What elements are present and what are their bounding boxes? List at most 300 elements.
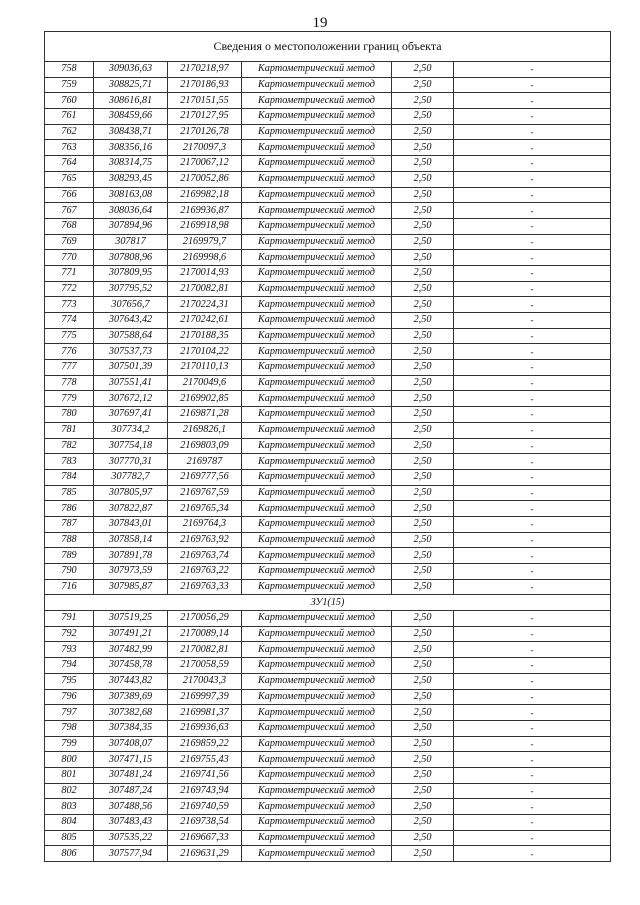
- table-row: [45, 297, 611, 313]
- cell-accuracy: 2,50: [392, 360, 454, 376]
- cell-coord-x: 307858,14: [94, 532, 168, 548]
- cell-method: Картометрический метод: [242, 234, 392, 250]
- cell-note: -: [454, 62, 611, 78]
- cell-method: Картометрический метод: [242, 375, 392, 391]
- cell-accuracy: 2,50: [392, 846, 454, 862]
- cell-note: -: [454, 642, 611, 658]
- cell-accuracy: 2,50: [392, 171, 454, 187]
- cell-point-number: 770: [45, 250, 94, 266]
- cell-accuracy: 2,50: [392, 689, 454, 705]
- cell-coord-x: 308163,08: [94, 187, 168, 203]
- cell-method: Картометрический метод: [242, 516, 392, 532]
- cell-coord-x: 307389,69: [94, 689, 168, 705]
- table-row: [45, 673, 611, 689]
- cell-point-number: 806: [45, 846, 94, 862]
- cell-coord-x: 308293,45: [94, 171, 168, 187]
- table-row: [45, 203, 611, 219]
- cell-coord-x: 307384,35: [94, 720, 168, 736]
- cell-point-number: 787: [45, 516, 94, 532]
- cell-note: -: [454, 156, 611, 172]
- cell-method: Картометрический метод: [242, 454, 392, 470]
- cell-accuracy: 2,50: [392, 391, 454, 407]
- table-row: [45, 328, 611, 344]
- cell-point-number: 767: [45, 203, 94, 219]
- cell-coord-x: 307482,99: [94, 642, 168, 658]
- table-row: [45, 548, 611, 564]
- cell-method: Картометрический метод: [242, 140, 392, 156]
- cell-coord-y: 2170110,13: [168, 360, 242, 376]
- cell-note: -: [454, 187, 611, 203]
- cell-coord-y: 2170058,59: [168, 658, 242, 674]
- cell-point-number: 778: [45, 375, 94, 391]
- cell-coord-y: 2169777,56: [168, 469, 242, 485]
- cell-note: -: [454, 736, 611, 752]
- cell-note: -: [454, 532, 611, 548]
- cell-accuracy: 2,50: [392, 815, 454, 831]
- cell-method: Картометрический метод: [242, 501, 392, 517]
- cell-note: -: [454, 626, 611, 642]
- cell-coord-y: 2170151,55: [168, 93, 242, 109]
- table-row: [45, 532, 611, 548]
- cell-point-number: 780: [45, 407, 94, 423]
- cell-coord-x: 308438,71: [94, 124, 168, 140]
- cell-coord-x: 307491,21: [94, 626, 168, 642]
- boundary-coordinates-table: [44, 31, 611, 862]
- cell-coord-y: 2169997,39: [168, 689, 242, 705]
- cell-coord-y: 2169765,34: [168, 501, 242, 517]
- cell-point-number: 803: [45, 799, 94, 815]
- table-row: [45, 454, 611, 470]
- cell-method: Картометрический метод: [242, 109, 392, 125]
- cell-method: Картометрический метод: [242, 783, 392, 799]
- cell-method: Картометрический метод: [242, 360, 392, 376]
- table-row: [45, 815, 611, 831]
- cell-point-number: 804: [45, 815, 94, 831]
- table-row: [45, 783, 611, 799]
- table-row: [45, 281, 611, 297]
- cell-coord-y: 2170097,3: [168, 140, 242, 156]
- cell-point-number: 799: [45, 736, 94, 752]
- cell-note: -: [454, 140, 611, 156]
- cell-point-number: 761: [45, 109, 94, 125]
- table-row: [45, 140, 611, 156]
- cell-accuracy: 2,50: [392, 156, 454, 172]
- cell-note: -: [454, 564, 611, 580]
- cell-coord-y: 2169755,43: [168, 752, 242, 768]
- cell-method: Картометрический метод: [242, 250, 392, 266]
- cell-accuracy: 2,50: [392, 62, 454, 78]
- table-row: [45, 156, 611, 172]
- cell-coord-x: 308616,81: [94, 93, 168, 109]
- cell-coord-x: 307843,01: [94, 516, 168, 532]
- cell-coord-x: 307656,7: [94, 297, 168, 313]
- cell-note: -: [454, 360, 611, 376]
- cell-coord-y: 2169764,3: [168, 516, 242, 532]
- cell-method: Картометрический метод: [242, 642, 392, 658]
- cell-coord-y: 2170104,22: [168, 344, 242, 360]
- cell-accuracy: 2,50: [392, 626, 454, 642]
- cell-method: Картометрический метод: [242, 752, 392, 768]
- table-row: [45, 375, 611, 391]
- cell-coord-y: 2169979,7: [168, 234, 242, 250]
- cell-note: -: [454, 516, 611, 532]
- cell-accuracy: 2,50: [392, 783, 454, 799]
- cell-point-number: 772: [45, 281, 94, 297]
- page-number: 19: [312, 15, 328, 31]
- cell-method: Картометрический метод: [242, 469, 392, 485]
- cell-accuracy: 2,50: [392, 375, 454, 391]
- table-row: [45, 516, 611, 532]
- cell-note: -: [454, 375, 611, 391]
- cell-coord-y: 2169936,63: [168, 720, 242, 736]
- table-row: [45, 767, 611, 783]
- cell-accuracy: 2,50: [392, 187, 454, 203]
- cell-point-number: 775: [45, 328, 94, 344]
- cell-point-number: 760: [45, 93, 94, 109]
- cell-coord-y: 2169740,59: [168, 799, 242, 815]
- table-row: [45, 171, 611, 187]
- table-title-row: [45, 32, 611, 62]
- cell-point-number: 779: [45, 391, 94, 407]
- cell-point-number: 798: [45, 720, 94, 736]
- table-row: [45, 422, 611, 438]
- cell-coord-x: 307734,2: [94, 422, 168, 438]
- cell-point-number: 796: [45, 689, 94, 705]
- cell-coord-y: 2170082,81: [168, 642, 242, 658]
- cell-coord-x: 307471,15: [94, 752, 168, 768]
- cell-note: -: [454, 391, 611, 407]
- cell-method: Картометрический метод: [242, 846, 392, 862]
- cell-method: Картометрический метод: [242, 438, 392, 454]
- cell-point-number: 801: [45, 767, 94, 783]
- cell-coord-y: 2169743,94: [168, 783, 242, 799]
- cell-coord-x: 307519,25: [94, 611, 168, 627]
- cell-method: Картометрический метод: [242, 830, 392, 846]
- cell-point-number: 769: [45, 234, 94, 250]
- cell-note: -: [454, 77, 611, 93]
- cell-coord-x: 307382,68: [94, 705, 168, 721]
- cell-coord-y: 2170089,14: [168, 626, 242, 642]
- table-row: [45, 611, 611, 627]
- cell-note: -: [454, 673, 611, 689]
- cell-note: -: [454, 485, 611, 501]
- cell-coord-y: 2169763,33: [168, 579, 242, 595]
- cell-point-number: 776: [45, 344, 94, 360]
- cell-coord-x: 307973,59: [94, 564, 168, 580]
- cell-accuracy: 2,50: [392, 752, 454, 768]
- table-row: [45, 124, 611, 140]
- cell-point-number: 777: [45, 360, 94, 376]
- cell-point-number: 795: [45, 673, 94, 689]
- cell-note: -: [454, 422, 611, 438]
- cell-accuracy: 2,50: [392, 705, 454, 721]
- cell-point-number: 759: [45, 77, 94, 93]
- cell-accuracy: 2,50: [392, 124, 454, 140]
- cell-accuracy: 2,50: [392, 673, 454, 689]
- cell-accuracy: 2,50: [392, 548, 454, 564]
- cell-note: -: [454, 234, 611, 250]
- cell-method: Картометрический метод: [242, 171, 392, 187]
- cell-coord-y: 2169998,6: [168, 250, 242, 266]
- cell-coord-x: 307672,12: [94, 391, 168, 407]
- cell-coord-y: 2170218,97: [168, 62, 242, 78]
- cell-accuracy: 2,50: [392, 218, 454, 234]
- table-row: [45, 752, 611, 768]
- cell-point-number: 793: [45, 642, 94, 658]
- cell-accuracy: 2,50: [392, 422, 454, 438]
- cell-accuracy: 2,50: [392, 313, 454, 329]
- cell-point-number: 764: [45, 156, 94, 172]
- cell-note: -: [454, 799, 611, 815]
- table-row: [45, 579, 611, 595]
- cell-point-number: 791: [45, 611, 94, 627]
- cell-method: Картометрический метод: [242, 579, 392, 595]
- cell-coord-x: 307488,56: [94, 799, 168, 815]
- cell-note: -: [454, 281, 611, 297]
- cell-coord-x: 307817: [94, 234, 168, 250]
- table-row: [45, 62, 611, 78]
- cell-coord-y: 2169738,54: [168, 815, 242, 831]
- cell-note: -: [454, 689, 611, 705]
- cell-coord-y: 2169859,22: [168, 736, 242, 752]
- cell-coord-y: 2169767,59: [168, 485, 242, 501]
- cell-coord-y: 2170126,78: [168, 124, 242, 140]
- cell-note: -: [454, 611, 611, 627]
- cell-accuracy: 2,50: [392, 438, 454, 454]
- cell-note: -: [454, 407, 611, 423]
- cell-accuracy: 2,50: [392, 250, 454, 266]
- cell-accuracy: 2,50: [392, 501, 454, 517]
- cell-method: Картометрический метод: [242, 77, 392, 93]
- cell-coord-x: 308459,66: [94, 109, 168, 125]
- table-row: [45, 109, 611, 125]
- cell-method: Картометрический метод: [242, 564, 392, 580]
- cell-coord-y: 2169918,98: [168, 218, 242, 234]
- cell-coord-y: 2169763,92: [168, 532, 242, 548]
- cell-point-number: 774: [45, 313, 94, 329]
- cell-note: -: [454, 783, 611, 799]
- cell-accuracy: 2,50: [392, 830, 454, 846]
- cell-point-number: 794: [45, 658, 94, 674]
- cell-point-number: 766: [45, 187, 94, 203]
- cell-point-number: 788: [45, 532, 94, 548]
- cell-coord-y: 2169763,22: [168, 564, 242, 580]
- cell-method: Картометрический метод: [242, 767, 392, 783]
- cell-method: Картометрический метод: [242, 62, 392, 78]
- cell-coord-y: 2169936,87: [168, 203, 242, 219]
- cell-point-number: 789: [45, 548, 94, 564]
- cell-point-number: 785: [45, 485, 94, 501]
- cell-coord-y: 2170052,86: [168, 171, 242, 187]
- table-row: [45, 250, 611, 266]
- cell-method: Картометрический метод: [242, 532, 392, 548]
- cell-coord-x: 307408,07: [94, 736, 168, 752]
- cell-method: Картометрический метод: [242, 673, 392, 689]
- cell-method: Картометрический метод: [242, 313, 392, 329]
- cell-method: Картометрический метод: [242, 611, 392, 627]
- table-row: [45, 485, 611, 501]
- cell-accuracy: 2,50: [392, 516, 454, 532]
- cell-method: Картометрический метод: [242, 422, 392, 438]
- cell-coord-y: 2169741,56: [168, 767, 242, 783]
- cell-coord-x: 307535,22: [94, 830, 168, 846]
- cell-coord-x: 309036,63: [94, 62, 168, 78]
- cell-note: -: [454, 815, 611, 831]
- cell-accuracy: 2,50: [392, 469, 454, 485]
- cell-coord-x: 307770,31: [94, 454, 168, 470]
- cell-point-number: 771: [45, 265, 94, 281]
- cell-point-number: 768: [45, 218, 94, 234]
- cell-point-number: 765: [45, 171, 94, 187]
- section-row: [45, 595, 611, 611]
- cell-note: -: [454, 501, 611, 517]
- cell-note: -: [454, 658, 611, 674]
- cell-method: Картометрический метод: [242, 658, 392, 674]
- table-row: [45, 705, 611, 721]
- cell-method: Картометрический метод: [242, 281, 392, 297]
- cell-coord-x: 307891,78: [94, 548, 168, 564]
- cell-method: Картометрический метод: [242, 548, 392, 564]
- table-row: [45, 469, 611, 485]
- cell-accuracy: 2,50: [392, 281, 454, 297]
- cell-note: -: [454, 548, 611, 564]
- table-row: [45, 218, 611, 234]
- table-row: [45, 93, 611, 109]
- cell-point-number: 802: [45, 783, 94, 799]
- cell-point-number: 786: [45, 501, 94, 517]
- cell-accuracy: 2,50: [392, 611, 454, 627]
- cell-point-number: 773: [45, 297, 94, 313]
- cell-point-number: 762: [45, 124, 94, 140]
- cell-method: Картометрический метод: [242, 265, 392, 281]
- cell-point-number: 784: [45, 469, 94, 485]
- table-row: [45, 313, 611, 329]
- cell-accuracy: 2,50: [392, 799, 454, 815]
- cell-coord-y: 2169787: [168, 454, 242, 470]
- cell-note: -: [454, 313, 611, 329]
- cell-coord-x: 308036,64: [94, 203, 168, 219]
- cell-coord-x: 307501,39: [94, 360, 168, 376]
- cell-accuracy: 2,50: [392, 485, 454, 501]
- cell-method: Картометрический метод: [242, 689, 392, 705]
- cell-method: Картометрический метод: [242, 344, 392, 360]
- cell-method: Картометрический метод: [242, 391, 392, 407]
- cell-coord-y: 2170014,93: [168, 265, 242, 281]
- cell-note: -: [454, 830, 611, 846]
- cell-accuracy: 2,50: [392, 736, 454, 752]
- cell-note: -: [454, 171, 611, 187]
- cell-method: Картометрический метод: [242, 124, 392, 140]
- cell-accuracy: 2,50: [392, 579, 454, 595]
- table-row: [45, 360, 611, 376]
- cell-coord-y: 2170067,12: [168, 156, 242, 172]
- cell-method: Картометрический метод: [242, 203, 392, 219]
- cell-coord-y: 2170049,6: [168, 375, 242, 391]
- cell-coord-x: 308314,75: [94, 156, 168, 172]
- cell-coord-y: 2169667,33: [168, 830, 242, 846]
- cell-accuracy: 2,50: [392, 454, 454, 470]
- cell-note: -: [454, 124, 611, 140]
- cell-accuracy: 2,50: [392, 642, 454, 658]
- cell-coord-x: 307795,52: [94, 281, 168, 297]
- cell-accuracy: 2,50: [392, 564, 454, 580]
- cell-coord-x: 307808,96: [94, 250, 168, 266]
- cell-coord-x: 307487,24: [94, 783, 168, 799]
- cell-method: Картометрический метод: [242, 720, 392, 736]
- cell-accuracy: 2,50: [392, 265, 454, 281]
- cell-point-number: 797: [45, 705, 94, 721]
- cell-coord-x: 307754,18: [94, 438, 168, 454]
- cell-coord-y: 2170043,3: [168, 673, 242, 689]
- cell-coord-x: 307697,41: [94, 407, 168, 423]
- cell-coord-y: 2170056,29: [168, 611, 242, 627]
- cell-method: Картометрический метод: [242, 328, 392, 344]
- cell-note: -: [454, 454, 611, 470]
- cell-coord-x: 307809,95: [94, 265, 168, 281]
- cell-note: -: [454, 752, 611, 768]
- cell-method: Картометрический метод: [242, 218, 392, 234]
- cell-coord-x: 307458,78: [94, 658, 168, 674]
- cell-coord-x: 307551,41: [94, 375, 168, 391]
- cell-note: -: [454, 344, 611, 360]
- cell-point-number: 758: [45, 62, 94, 78]
- cell-point-number: 782: [45, 438, 94, 454]
- table-row: [45, 265, 611, 281]
- table-row: [45, 642, 611, 658]
- cell-point-number: 763: [45, 140, 94, 156]
- cell-note: -: [454, 265, 611, 281]
- table-row: [45, 438, 611, 454]
- cell-note: -: [454, 438, 611, 454]
- cell-point-number: 716: [45, 579, 94, 595]
- cell-accuracy: 2,50: [392, 767, 454, 783]
- cell-method: Картометрический метод: [242, 187, 392, 203]
- cell-accuracy: 2,50: [392, 658, 454, 674]
- cell-accuracy: 2,50: [392, 140, 454, 156]
- cell-coord-y: 2169763,74: [168, 548, 242, 564]
- cell-point-number: 790: [45, 564, 94, 580]
- cell-method: Картометрический метод: [242, 626, 392, 642]
- cell-note: -: [454, 297, 611, 313]
- cell-accuracy: 2,50: [392, 297, 454, 313]
- table-row: [45, 799, 611, 815]
- cell-coord-x: 307481,24: [94, 767, 168, 783]
- cell-method: Картометрический метод: [242, 156, 392, 172]
- cell-point-number: 800: [45, 752, 94, 768]
- cell-coord-x: 308356,16: [94, 140, 168, 156]
- table-row: [45, 344, 611, 360]
- table-title: Сведения о местоположении границ объекта: [45, 32, 611, 62]
- cell-method: Картометрический метод: [242, 815, 392, 831]
- cell-coord-y: 2169902,85: [168, 391, 242, 407]
- cell-note: -: [454, 218, 611, 234]
- cell-note: -: [454, 767, 611, 783]
- cell-coord-y: 2170224,31: [168, 297, 242, 313]
- cell-point-number: 805: [45, 830, 94, 846]
- table-row: [45, 689, 611, 705]
- cell-coord-x: 307577,94: [94, 846, 168, 862]
- cell-point-number: 781: [45, 422, 94, 438]
- cell-coord-x: 307782,7: [94, 469, 168, 485]
- cell-method: Картометрический метод: [242, 93, 392, 109]
- cell-accuracy: 2,50: [392, 203, 454, 219]
- table-row: [45, 736, 611, 752]
- cell-note: -: [454, 705, 611, 721]
- cell-accuracy: 2,50: [392, 328, 454, 344]
- cell-accuracy: 2,50: [392, 93, 454, 109]
- cell-note: -: [454, 469, 611, 485]
- cell-note: -: [454, 109, 611, 125]
